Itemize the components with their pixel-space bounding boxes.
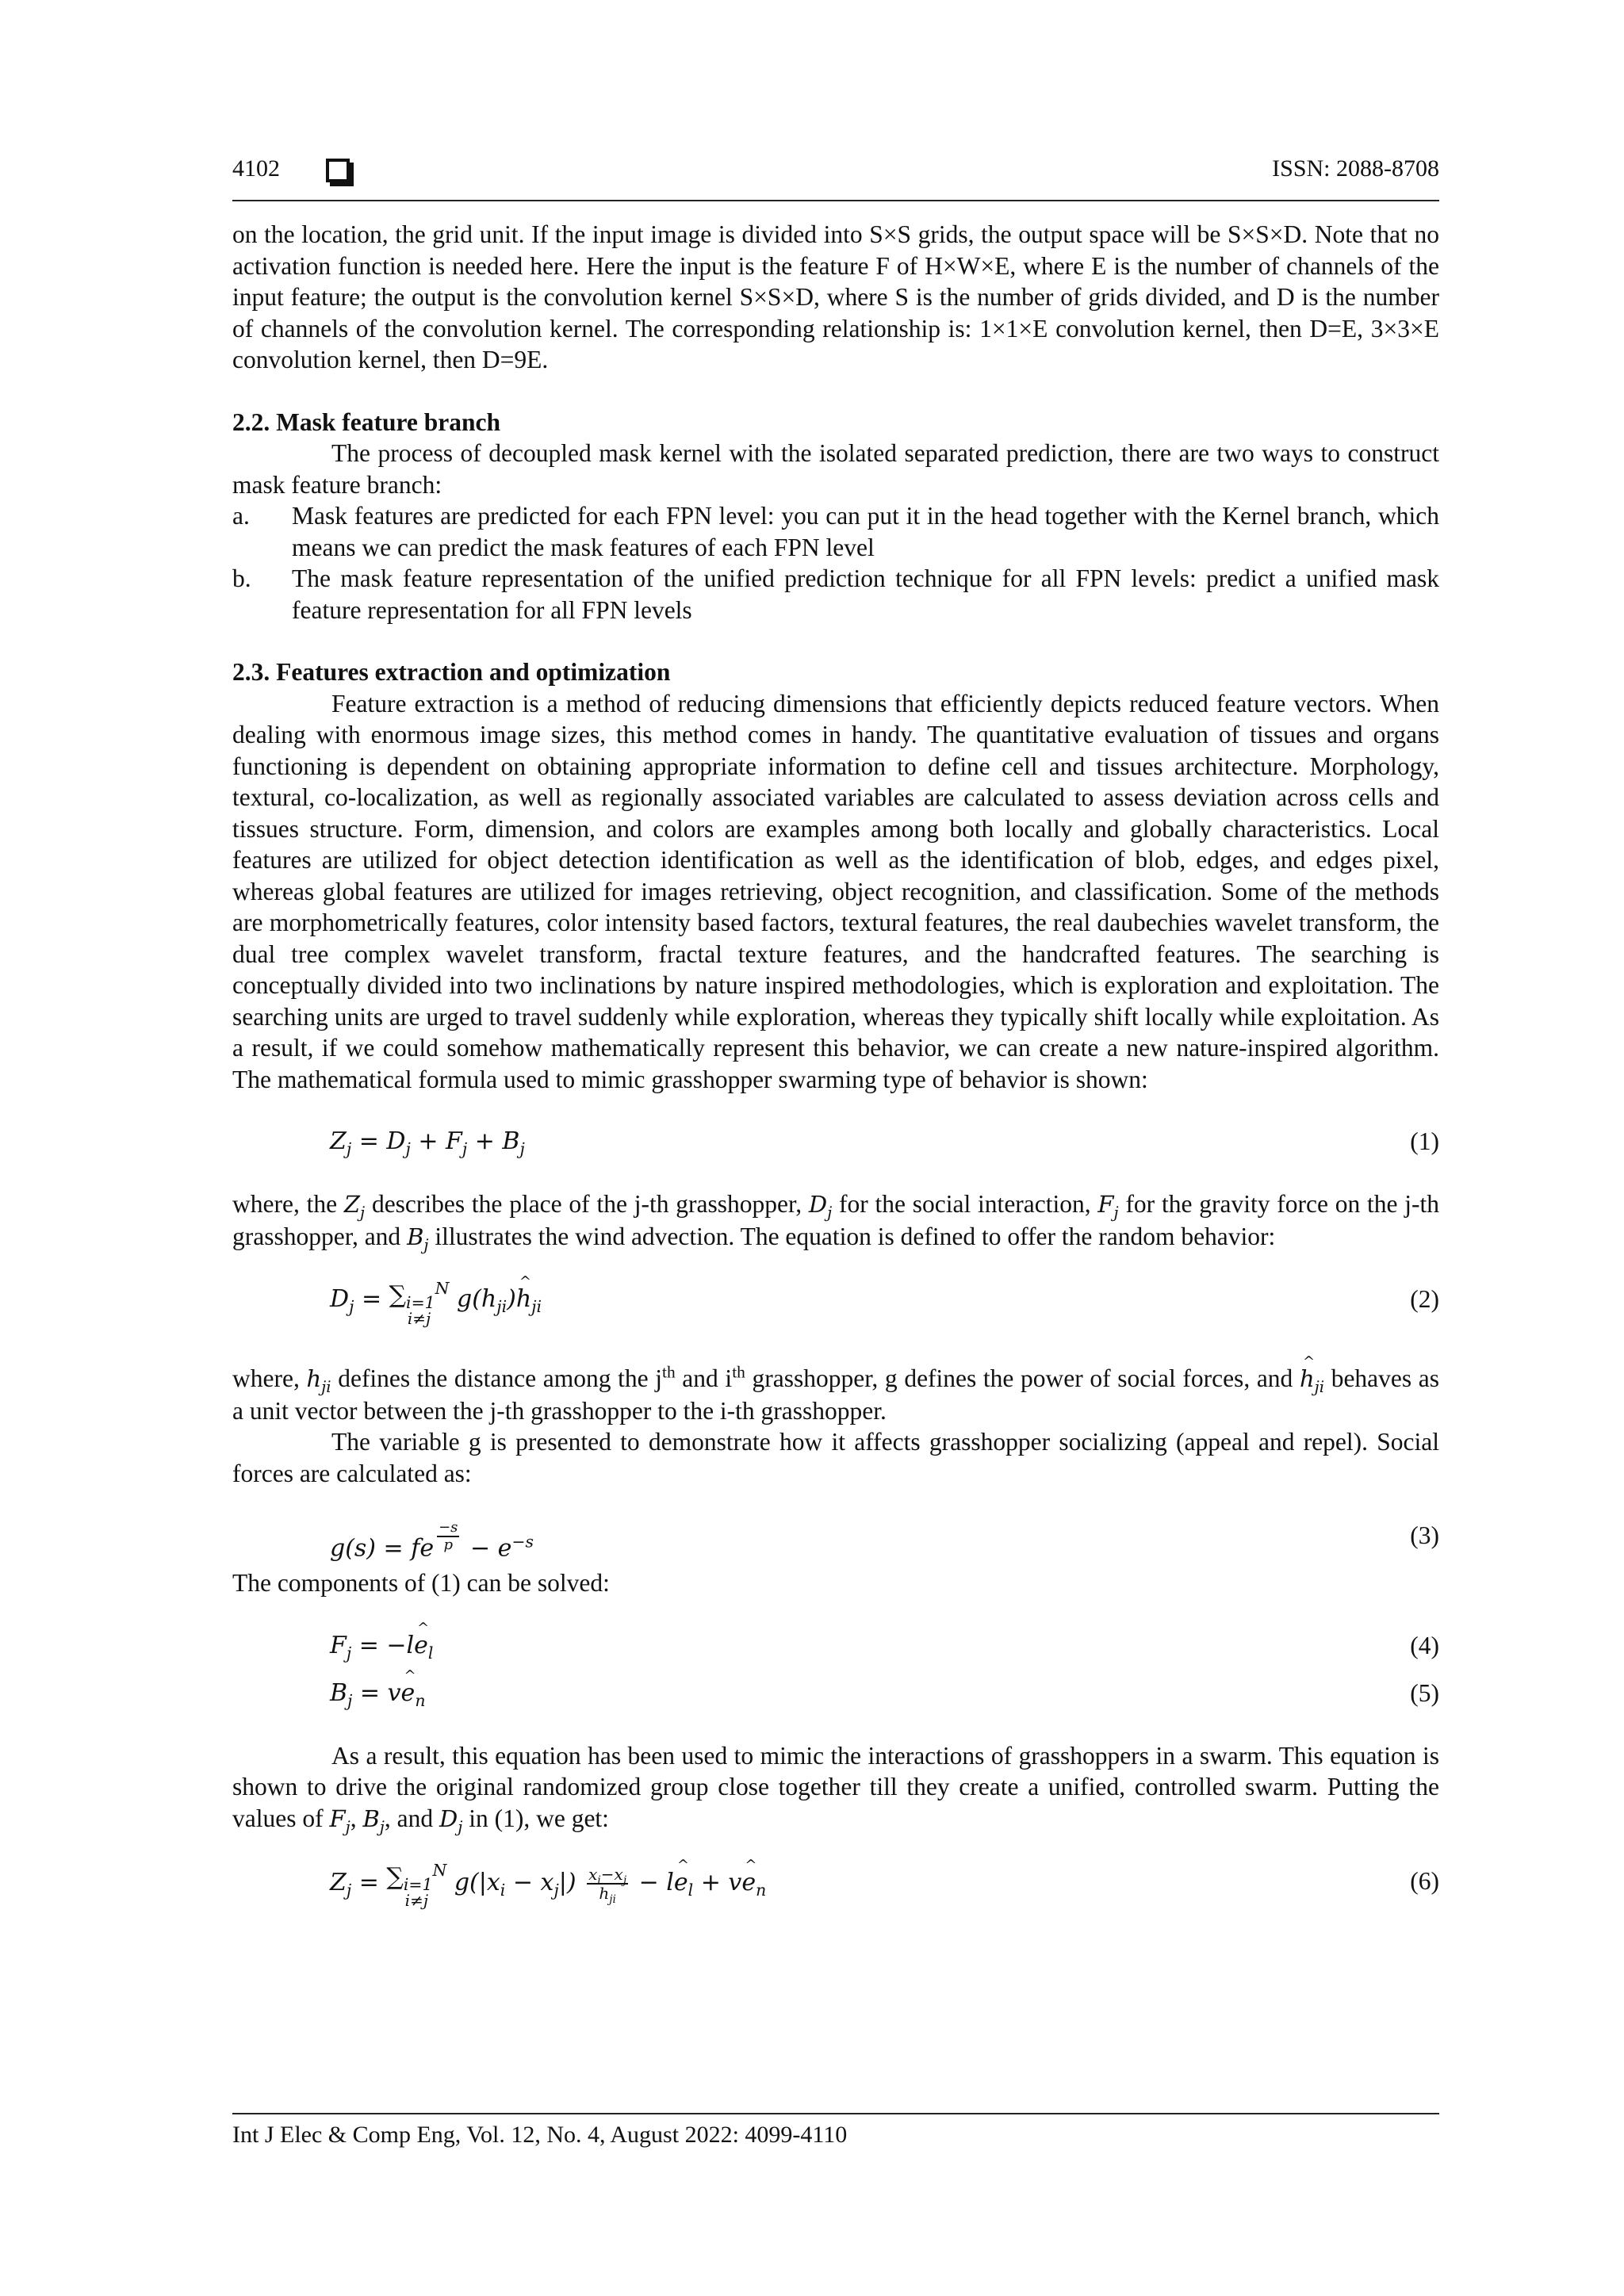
- equation-6-formula: $Z_j = \sum_{i=1}^N$ i≠j $g(|x_i - x_j|)$ $\frac{x_i-x_j}{h_{ji}}$ − l^ $e_l$ + v^ $e_n$: [330, 1866, 766, 1908]
- page-header: [232, 155, 1439, 190]
- equation-6: [232, 1861, 1439, 1938]
- equation-5-formula: $B_j$ = v^ $e_n$: [330, 1678, 425, 1709]
- equation-4: [232, 1630, 1439, 1662]
- equation-1-formula: $Z_j = D_j + F_j + B_j$: [330, 1127, 525, 1158]
- section-heading-2-3: 2.3. Features extraction and optimization: [232, 658, 671, 686]
- list-marker: b.: [232, 564, 251, 592]
- where-paragraph-1: where, the $Z_j$ describes the place of the j-th grasshopper, $D_j$ for the social interaction, $F_j$ for the gravity force on the j-th grasshopper, and $B_j$ illustrates the wind advection. The equation is defined to offer the random behavior:: [232, 1190, 1440, 1254]
- components-paragraph: The components of (1) can be solved:: [232, 1569, 610, 1597]
- equation-4-formula: $F_j$ = −l^ $e_l$: [330, 1630, 433, 1662]
- equation-2-number: (2): [1410, 1285, 1439, 1313]
- equation-5-number: (5): [1410, 1678, 1439, 1707]
- list-item-text: The mask feature representation of the unified prediction technique for all FPN levels: predict a unified mask feature representation for all FPN levels: [292, 564, 1439, 624]
- equation-2: [232, 1279, 1439, 1347]
- section-2-3-paragraph: Feature extraction is a method of reducing dimensions that efficiently depicts reduced feature vectors. When dealing with enormous image sizes, this method comes in handy. The quantitative evaluation of tissues and organs functioning is dependent on obtaining appropriate information to define cell and tissues architecture. Morphology, textural, co-localization, as well as regionally associated variables are calculated to assess deviation across cells and tissues structure. Form, dimension, and colors are examples among both locally and globally characteristics. Local features are utilized for object detection identification as well as the identification of blob, edges, and edges pixel, whereas global features are utilized for images retrieving, object recognition, and classification. Some of the methods are morphometrically features, color intensity based factors, textural features, the real daubechies wavelet transform, the dual tree complex wavelet transform, fractal texture features, and the handcrafted features. The searching is conceptually divided into two inclinations by nature inspired methodologies, which is exploration and exploitation. The searching units are urged to travel suddenly while exploration, whereas they typically shift locally while exploitation. As a result, if we could somehow mathematically represent this behavior, we can create a new nature-inspired algorithm. The mathematical formula used to mimic grasshopper swarming type of behavior is shown:: [232, 689, 1439, 1093]
- result-paragraph: As a result, this equation has been used to mimic the interactions of grasshoppers in a swarm. This equation is shown to drive the original randomized group close together till they create a unified, controlled swarm. Putting the values of $F_j$, $B_j$, and $D_j$ in (1), we get:: [232, 1741, 1439, 1836]
- equation-3: [232, 1519, 1439, 1563]
- square-bullet-icon: [326, 159, 350, 182]
- equation-4-number: (4): [1410, 1631, 1439, 1659]
- section-heading-2-2: 2.2. Mask feature branch: [232, 408, 501, 436]
- equation-1: [232, 1126, 1439, 1158]
- footer-divider: [232, 2113, 1439, 2114]
- page-number: 4102: [232, 155, 280, 182]
- list-item: [232, 563, 1439, 626]
- issn-label: ISSN: 2088-8708: [1272, 155, 1439, 182]
- header-divider: [232, 200, 1439, 201]
- main-content: [232, 219, 1439, 1938]
- equation-2-formula: $D_j = \sum_{i=1}^N$ i≠j $g(h_{ji})\^{}$ $h_{ji}$: [330, 1284, 542, 1326]
- equation-3-formula: g(s) = fe $^{\frac{-s}{p}}$ − $e^{-s}$: [330, 1519, 534, 1563]
- mask-branch-list: [232, 500, 1439, 626]
- equation-5: [232, 1678, 1439, 1709]
- list-item-text: Mask features are predicted for each FPN level: you can put it in the head together with the Kernel branch, which means we can predict the mask features of each FPN level: [292, 502, 1439, 561]
- section-2-2-paragraph: The process of decoupled mask kernel with the isolated separated prediction, there are two ways to construct mask feature branch:: [232, 439, 1439, 499]
- list-item: [232, 500, 1439, 563]
- equation-1-number: (1): [1410, 1127, 1439, 1155]
- where-paragraph-2: where, $h_{ji}$ defines the distance among the $j^{th}$ and $i^{th}$ grasshopper, g defines the power of social forces, and ^ $h_{ji}$ behaves as a unit vector between the j-th grasshopper to the i-th grasshopper.: [232, 1363, 1439, 1426]
- variable-g-paragraph: The variable g is presented to demonstrate how it affects grasshopper socializing (appeal and repel). Social forces are calculated as:: [232, 1428, 1439, 1487]
- list-marker: a.: [232, 502, 250, 530]
- equation-3-number: (3): [1410, 1521, 1439, 1549]
- intro-paragraph: on the location, the grid unit. If the input image is divided into S×S grids, the output space will be S×S×D. Note that no activation function is needed here. Here the input is the feature F of H×W×E, where E is the number of channels of the input feature; the output is the convolution kernel S×S×D, where S is the number of grids divided, and D is the number of channels of the convolution kernel. The corresponding relationship is: 1×1×E convolution kernel, then D=E, 3×3×E convolution kernel, then D=9E.: [232, 220, 1439, 373]
- equation-6-number: (6): [1410, 1867, 1439, 1895]
- footer-citation: Int J Elec & Comp Eng, Vol. 12, No. 4, August 2022: 4099-4110: [232, 2122, 848, 2148]
